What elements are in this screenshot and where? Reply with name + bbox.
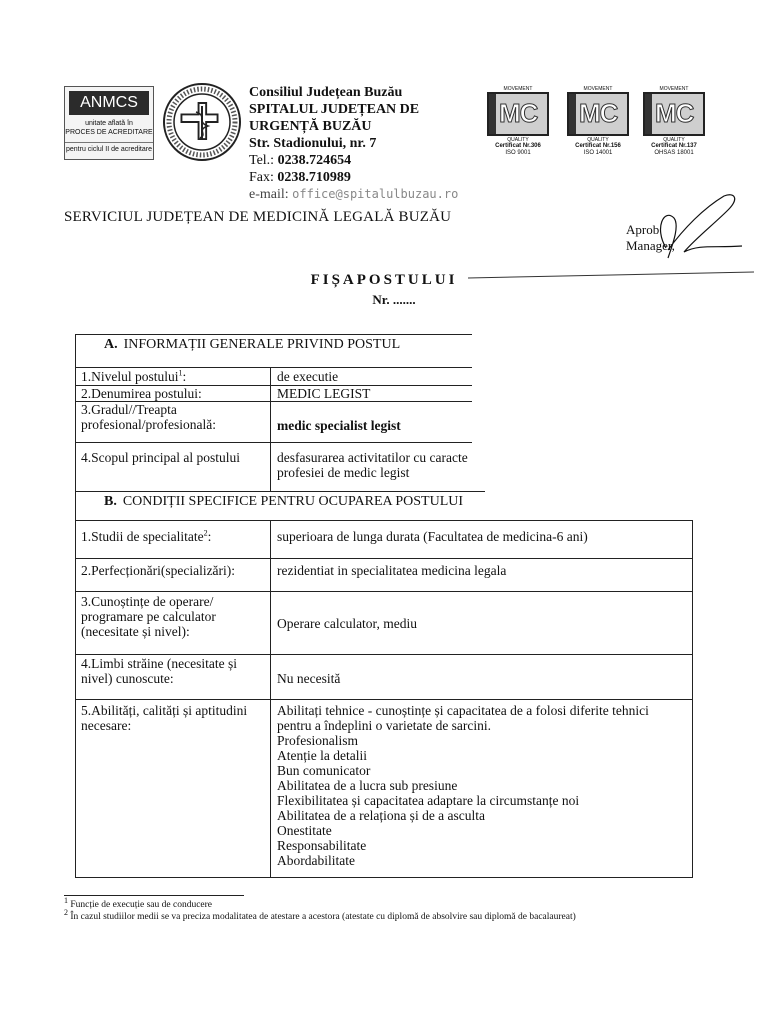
list-item: Responsabilitate	[277, 838, 367, 853]
table-rule	[75, 520, 692, 521]
table-rule	[75, 334, 472, 335]
cert-number: Certificat Nr.137	[651, 143, 697, 149]
label-line: 4.Limbi străine (necesitate și	[81, 656, 237, 671]
cert-standard: OHSAS 18001	[654, 150, 694, 156]
section-b-letter: B.	[104, 494, 117, 509]
cert-quality-label: QUALITY	[587, 137, 609, 143]
table-rule	[75, 334, 76, 878]
table-rule	[270, 520, 271, 878]
label-line: nivel) cunoscute:	[81, 671, 174, 686]
cert-number: Certificat Nr.306	[495, 143, 541, 149]
certification-badge-3	[640, 86, 708, 157]
section-a-title: INFORMAȚII GENERALE PRIVIND POSTUL	[123, 337, 401, 352]
row-b3-label	[81, 594, 216, 639]
approval-line-2: Manager,	[626, 238, 675, 253]
email-address[interactable]: office@spitalulbuzau.ro	[292, 187, 459, 201]
table-rule	[75, 442, 472, 443]
list-item: Bun comunicator	[277, 763, 371, 778]
approval-line-1: Aprob	[626, 222, 660, 237]
label-line: profesional/profesională:	[81, 417, 216, 432]
label-text: 1.Nivelul postului	[81, 369, 179, 384]
row-b5-value-list	[277, 703, 649, 868]
row-b5-label	[81, 703, 247, 733]
row-a3-value	[277, 418, 401, 433]
table-rule	[75, 654, 692, 655]
document-number: Nr. .......	[372, 292, 416, 307]
fax-label: Fax:	[249, 170, 278, 185]
cert-quality-label: QUALITY	[507, 137, 529, 143]
footnote-number: 2	[64, 907, 68, 917]
list-item: Profesionalism	[277, 733, 358, 748]
street-address: Str. Stadionului, nr. 7	[249, 136, 377, 151]
label-suffix: :	[207, 529, 212, 544]
footnote-separator	[64, 895, 244, 896]
row-b2-value: rezidentiat in specialitatea medicina legala	[277, 563, 507, 578]
table-rule	[692, 520, 693, 878]
certification-badge-2	[564, 86, 632, 157]
label-line: programare pe calculator	[81, 609, 216, 624]
county-council: Consiliul Județean Buzău	[249, 85, 403, 100]
certification-badge-1	[484, 86, 552, 157]
row-a4-label: 4.Scopul principal al postului	[81, 450, 240, 465]
list-item: Flexibilitatea și capacitatea adaptare la circumstanțe noi	[277, 793, 580, 808]
list-item: pentru a îndeplini o varietate de sarcini.	[277, 718, 492, 733]
section-a-letter: A.	[104, 337, 118, 352]
mc-letters: MC	[579, 98, 618, 128]
table-rule	[75, 877, 693, 878]
row-a3-label	[81, 402, 216, 432]
list-item: Abilitatea de a relaționa și de a asculta	[277, 808, 486, 823]
cert-top-label: MOVEMENT	[503, 86, 533, 92]
mc-letters: MC	[499, 98, 538, 128]
row-a2-label: 2.Denumirea postului:	[81, 386, 202, 401]
value-line: desfasurarea activitatilor cu caracte	[277, 450, 468, 465]
cert-top-label: MOVEMENT	[659, 86, 689, 92]
label-line: (necesitate și nivel):	[81, 624, 190, 639]
email-row	[249, 186, 458, 203]
phone-row	[249, 152, 458, 169]
phone-number: 0238.724654	[277, 153, 352, 168]
service-name: SERVICIUL JUDEȚEAN DE MEDICINĂ LEGALĂ BUZĂU	[64, 209, 452, 225]
list-item: Abilitați tehnice - cunoștințe și capacitatea de a folosi diferite tehnici	[277, 703, 649, 718]
row-a1-value: de executie	[277, 369, 339, 384]
value-line: profesiei de medic legist	[277, 465, 410, 480]
list-item: Abordabilitate	[277, 853, 355, 868]
hospital-seal-icon	[162, 82, 242, 162]
list-item: Abilitatea de a lucra sub presiune	[277, 778, 458, 793]
footnotes	[64, 895, 576, 923]
hospital-name-line-1: SPITALUL JUDEȚEAN DE	[249, 102, 420, 117]
cert-top-label: MOVEMENT	[583, 86, 613, 92]
cert-quality-label: QUALITY	[663, 137, 685, 143]
section-b-heading	[104, 494, 463, 510]
row-b3-value: Operare calculator, mediu	[277, 616, 418, 631]
value-text: medic specialist legist	[277, 418, 401, 433]
anmcs-line-3: pentru ciclul II de acreditare	[65, 142, 153, 154]
footnote-2	[64, 907, 576, 923]
label-line: 5.Abilități, calități și aptitudini	[81, 703, 248, 718]
hospital-name-line-2: URGENȚĂ BUZĂU	[249, 119, 372, 134]
mc-logo-icon	[567, 92, 629, 136]
cert-number: Certificat Nr.156	[575, 143, 621, 149]
anmcs-line-2: PROCES DE ACREDITARE	[65, 129, 153, 136]
row-b4-value: Nu necesită	[277, 671, 341, 686]
table-rule	[75, 699, 692, 700]
row-a1-label	[81, 369, 186, 384]
footnote-number: 1	[64, 895, 68, 905]
footnote-text: În cazul studiilor medii se va preciza modalitatea de atestare a acestora (atestate cu diplomă de absolvire sau diplomă de bacalaureat)	[70, 912, 576, 922]
fax-number: 0238.710989	[277, 170, 351, 185]
row-b4-label	[81, 656, 237, 686]
organization-info	[249, 84, 458, 203]
list-item: Onestitate	[277, 823, 332, 838]
anmcs-accreditation-badge	[64, 86, 154, 160]
cert-standard: ISO 14001	[583, 150, 613, 156]
table-rule	[75, 591, 692, 592]
section-b-title: CONDIȚII SPECIFICE PENTRU OCUPAREA POSTULUI	[122, 494, 464, 509]
footnote-text: Funcție de execuție sau de conducere	[70, 900, 213, 910]
label-line: 3.Cunoștințe de operare/	[81, 594, 214, 609]
table-rule	[75, 558, 692, 559]
row-b1-value: superioara de lunga durata (Facultatea de medicina-6 ani)	[277, 529, 588, 544]
cert-standard: ISO 9001	[505, 150, 531, 156]
table-rule	[75, 367, 472, 368]
label-line: 3.Gradul//Treapta	[81, 402, 177, 417]
anmcs-logo: ANMCS	[69, 91, 149, 115]
email-label: e-mail:	[249, 187, 293, 202]
document-title: FIȘAPOSTULUI	[310, 272, 458, 288]
row-a2-value: MEDIC LEGIST	[277, 386, 371, 401]
footnote-ref: 2	[203, 528, 208, 538]
label-suffix: :	[182, 369, 187, 384]
table-rule	[270, 367, 271, 491]
mc-letters: MC	[655, 98, 694, 128]
row-b2-label: 2.Perfecționări(specializări):	[81, 563, 236, 578]
list-item: Atenție la detalii	[277, 748, 367, 763]
section-a-heading	[104, 337, 400, 353]
table-rule	[75, 491, 485, 492]
phone-label: Tel.:	[249, 153, 278, 168]
mc-logo-icon	[487, 92, 549, 136]
row-a4-value	[277, 450, 477, 480]
signature-icon	[644, 188, 754, 268]
footnote-1	[64, 895, 576, 911]
row-b1-label	[81, 529, 211, 544]
anmcs-line-1: unitate aflată în	[85, 120, 133, 127]
mc-logo-icon	[643, 92, 705, 136]
fax-row	[249, 169, 458, 186]
label-line: necesare:	[81, 718, 132, 733]
footnote-ref: 1	[178, 368, 183, 378]
label-text: 1.Studii de specialitate	[81, 529, 204, 544]
